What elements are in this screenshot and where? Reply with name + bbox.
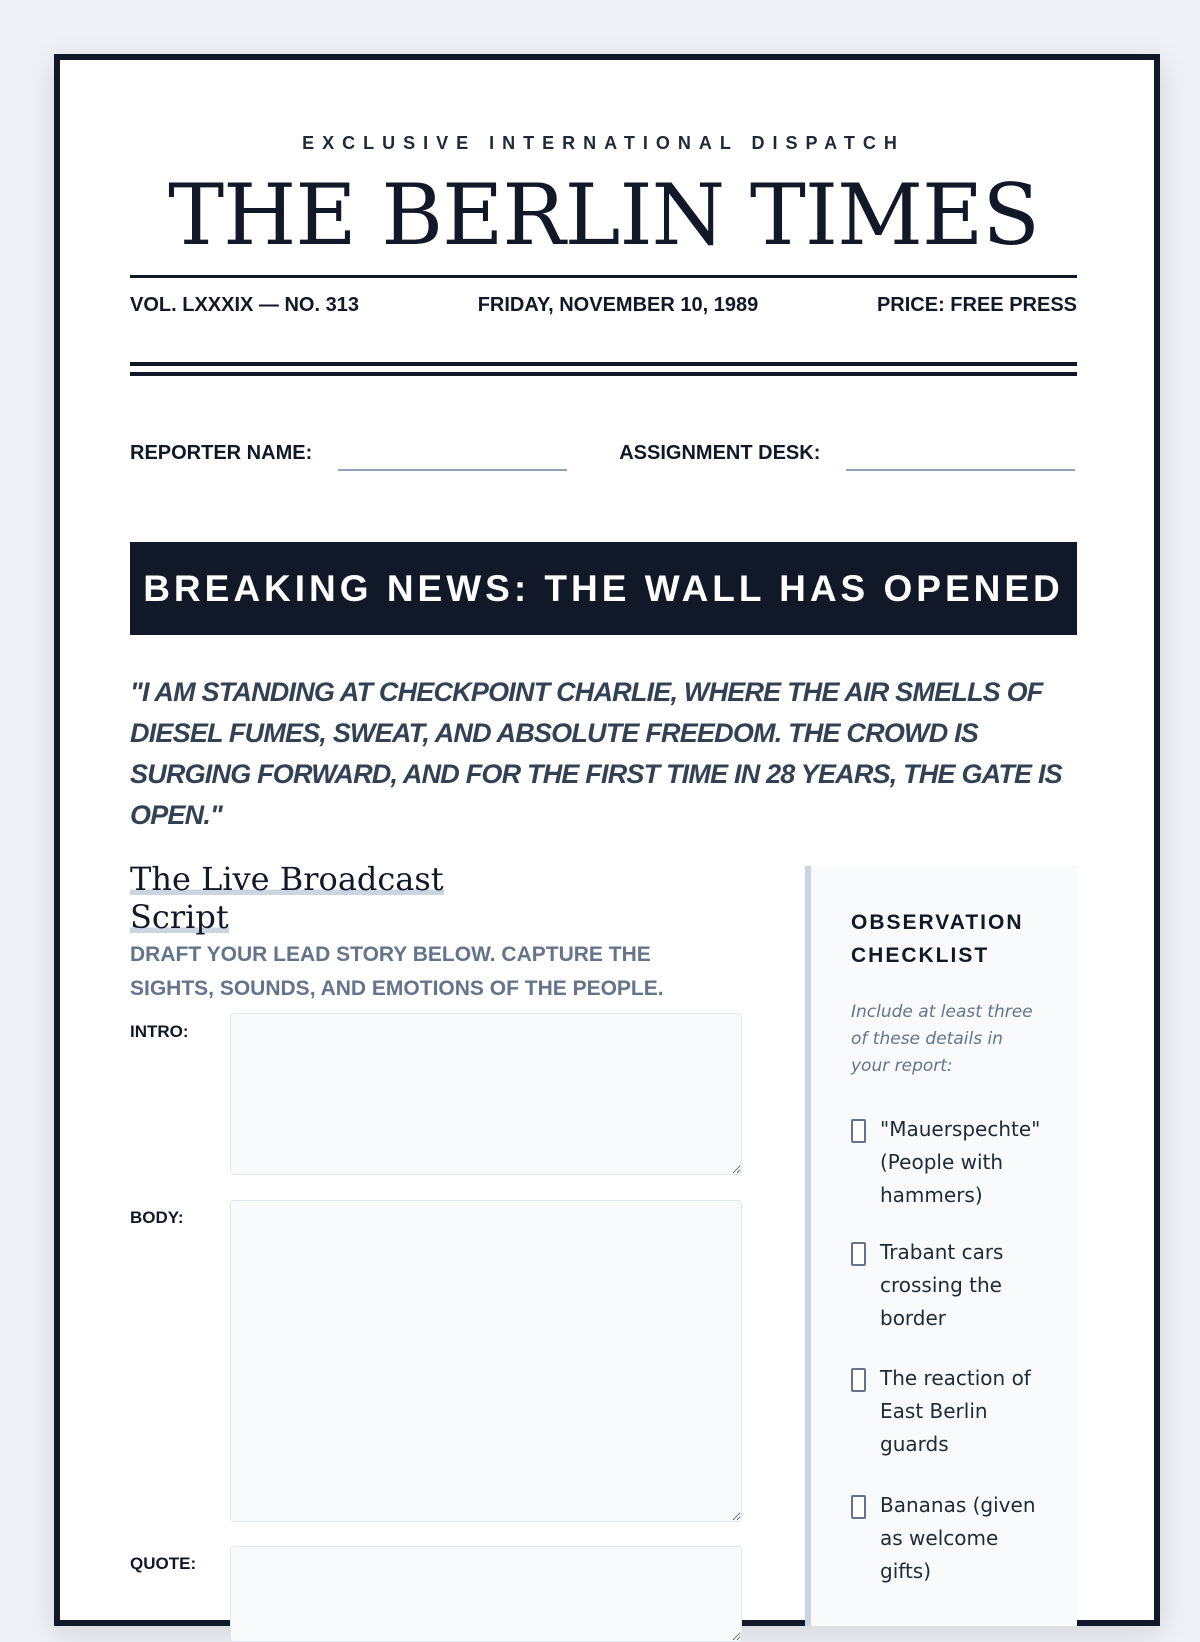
pull-quote: "I AM STANDING AT CHECKPOINT CHARLIE, WHERE THE AIR SMELLS OF DIESEL FUMES, SWEAT, AND ABSOLUTE FREEDOM. THE CROWD IS SURGING FORWARD, AND FOR THE FIRST TIME IN 28 YEARS, THE GATE IS OPEN." [130,677,1062,830]
intro-textarea[interactable] [230,1013,742,1175]
script-instructions: DRAFT YOUR LEAD STORY BELOW. CAPTURE THE SIGHTS, SOUNDS, AND EMOTIONS OF THE PEOPLE. [130,943,664,1000]
checkbox-icon[interactable] [851,1495,866,1519]
checklist-item-label: "Mauerspechte" (People with hammers) [880,1117,1041,1207]
masthead-title: THE BERLIN TIMES [168,166,1039,264]
checklist-item[interactable] [851,1489,1051,1588]
checklist-note: Include at least three of these details in your report: [851,1002,1033,1076]
intro-label: INTRO: [130,1022,189,1041]
newspaper-sheet [54,54,1160,1626]
reporter-name-label: REPORTER NAME: [130,442,313,464]
volume-number: VOL. LXXXIX — NO. 313 [130,293,359,316]
checkbox-icon[interactable] [851,1119,866,1143]
checklist-item-label: The reaction of East Berlin guards [880,1366,1031,1456]
checklist-item[interactable] [851,1236,1051,1335]
checkbox-icon[interactable] [851,1242,866,1266]
body-label: BODY: [130,1208,184,1227]
masthead-rule [130,275,1077,278]
assignment-desk-input[interactable] [846,437,1075,471]
script-title-text: The Live Broadcast Script [130,860,444,936]
breaking-news-banner: BREAKING NEWS: THE WALL HAS OPENED [130,542,1077,635]
body-textarea[interactable] [230,1200,742,1522]
script-title [130,860,550,936]
checklist-item[interactable] [851,1113,1051,1212]
checkbox-icon[interactable] [851,1368,866,1392]
issue-price: PRICE: FREE PRESS [876,293,1077,316]
observation-checklist-panel [805,866,1077,1626]
quote-textarea[interactable] [230,1546,742,1642]
issue-date: FRIDAY, NOVEMBER 10, 1989 [477,293,759,316]
dateline [130,290,1077,320]
quote-label: QUOTE: [130,1554,197,1573]
kicker: EXCLUSIVE INTERNATIONAL DISPATCH [302,133,905,153]
checklist-item-label: Trabant cars crossing the border [880,1240,1004,1330]
checklist-item-label: Bananas (given as welcome gifts) [880,1493,1036,1583]
reporter-name-input[interactable] [338,437,567,471]
checklist-title: OBSERVATION CHECKLIST [851,911,1024,967]
checklist-item[interactable] [851,1362,1051,1461]
double-rule [130,362,1077,376]
assignment-desk-label: ASSIGNMENT DESK: [619,442,821,464]
reporter-row [130,435,1077,471]
